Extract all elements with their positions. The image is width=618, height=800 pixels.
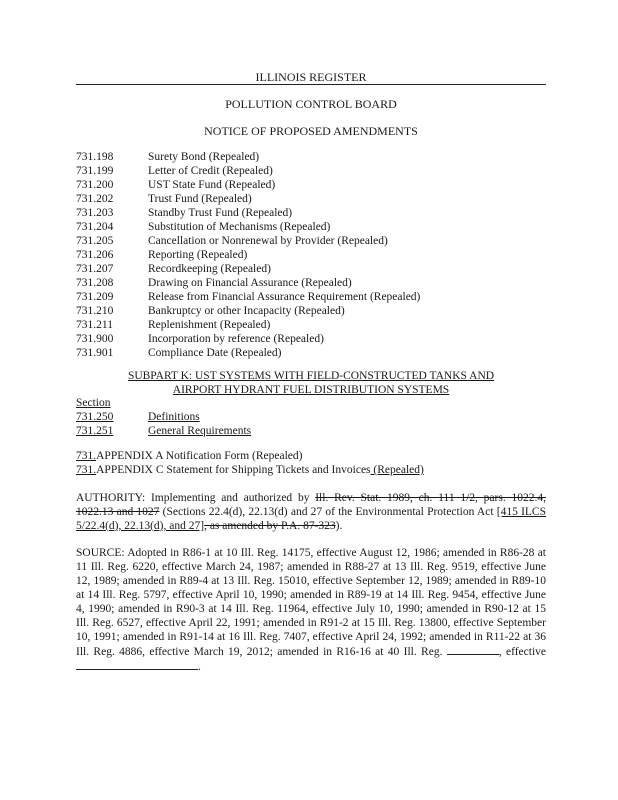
section-row [76, 410, 546, 424]
section-title: Trust Fund (Repealed) [148, 193, 252, 205]
section-number: 731.901 [76, 347, 114, 359]
section-title: Replenishment (Repealed) [148, 319, 271, 331]
section-number: 731.198 [76, 151, 114, 163]
section-row [76, 248, 546, 262]
section-title: UST State Fund (Repealed) [148, 179, 276, 191]
section-number: 731.209 [76, 291, 114, 303]
section-row [76, 220, 546, 234]
section-label: Section [76, 397, 111, 409]
section-number: 731.200 [76, 179, 114, 191]
section-number: 731.250 [76, 411, 114, 423]
section-title: Compliance Date (Repealed) [148, 347, 282, 359]
section-row [76, 332, 546, 346]
section-row [76, 318, 546, 332]
appendix-c-repealed: (Repealed) [370, 464, 424, 476]
subpart-k-heading [76, 369, 546, 397]
section-row [76, 234, 546, 248]
section-number: 731.205 [76, 235, 114, 247]
appendix-c-prefix: 731. [76, 464, 97, 476]
section-title: Recordkeeping (Repealed) [148, 263, 271, 275]
section-number: 731.199 [76, 165, 114, 177]
section-list [76, 150, 546, 360]
section-row [76, 164, 546, 178]
appendix-c-text: APPENDIX C Statement for Shipping Tickets and Invoices [96, 464, 371, 476]
source-end: . [198, 661, 201, 673]
source-text: SOURCE: Adopted in R86-1 at 10 Ill. Reg. 14175, effective August 12, 1986; amended in R86-28 at 11 Ill. Reg. 6220, effective March 24, 1987; amended in R88-27 at 13 Ill. Reg. 9519, effective June 12, 1989; amended in R89-4 at 13 Ill. Reg. 15010, effective September 12, 1989; amended in R89-10 at 14 Ill. Reg. 5797, effective April 10, 1990; amended in R89-19 at 14 Ill. Reg. 9454, effective June 4, 1990; amended in R90-3 at 14 Ill. Reg. 11964, effective July 10, 1990; amended in R90-12 at 15 Ill. Reg. 6527, effective April 22, 1991; amended in R91-2 at 15 Ill. Reg. 13800, effective September 10, 1991; amended in R91-14 at 16 Ill. Reg. 7407, effective April 24, 1992; amended in R11-22 at 36 Ill. Reg. 4886, effective March 19, 2012; amended in R16-16 at 40 Ill. Reg. [76, 547, 546, 658]
authority-deleted-amendment: , as amended by P.A. 87-323 [204, 520, 336, 532]
section-row [76, 424, 546, 438]
authority-text-1: AUTHORITY: Implementing and authorized by [76, 492, 316, 504]
section-number: 731.900 [76, 333, 114, 345]
section-title: Release from Financial Assurance Requirement (Repealed) [148, 291, 421, 303]
section-number: 731.202 [76, 193, 114, 205]
subpart-k-line2: AIRPORT HYDRANT FUEL DISTRIBUTION SYSTEMS [172, 384, 450, 396]
authority-inserted-citation: [415 ILCS 5/22.4(d), 22.13(d), and 27] [76, 506, 546, 532]
section-title: Standby Trust Fund (Repealed) [148, 207, 293, 219]
section-number: 731.204 [76, 221, 114, 233]
section-label-row [76, 396, 546, 410]
subpart-k-line1: SUBPART K: UST SYSTEMS WITH FIELD-CONSTRUCTED TANKS AND [127, 370, 495, 382]
section-row [76, 206, 546, 220]
section-row [76, 346, 546, 360]
section-title: Reporting (Repealed) [148, 249, 248, 261]
appendix-a-prefix: 731. [76, 450, 97, 462]
effective-date-blank [76, 659, 198, 670]
section-title: Bankruptcy or other Incapacity (Repealed) [148, 305, 345, 317]
section-title: Definitions [148, 411, 200, 423]
authority-text-3: ). [335, 520, 343, 532]
section-title: Surety Bond (Repealed) [148, 151, 260, 163]
appendix-a-text: APPENDIX A Notification Form (Repealed) [96, 450, 303, 462]
subpart-k-sections [76, 396, 546, 438]
register-title: ILLINOIS REGISTER [255, 70, 367, 84]
section-number: 731.208 [76, 277, 114, 289]
section-title: Cancellation or Nonrenewal by Provider (Repealed) [148, 235, 388, 247]
section-title: General Requirements [148, 425, 252, 437]
section-number: 731.251 [76, 425, 114, 437]
section-row [76, 304, 546, 318]
section-number: 731.206 [76, 249, 114, 261]
section-number: 731.207 [76, 263, 114, 275]
appendix-list [76, 449, 546, 477]
authority-paragraph [76, 491, 546, 533]
section-number: 731.210 [76, 305, 114, 317]
authority-text-2: (Sections 22.4(d), 22.13(d) and 27 of the Environmental Protection Act [159, 506, 497, 518]
notice-title: NOTICE OF PROPOSED AMENDMENTS [204, 124, 418, 138]
section-title: Drawing on Financial Assurance (Repealed) [148, 277, 352, 289]
section-row [76, 276, 546, 290]
section-title: Letter of Credit (Repealed) [148, 165, 273, 177]
section-row [76, 290, 546, 304]
source-mid: , effective [498, 646, 546, 658]
section-row [76, 178, 546, 192]
header-rule [76, 84, 546, 85]
section-title: Substitution of Mechanisms (Repealed) [148, 221, 331, 233]
section-title: Incorporation by reference (Repealed) [148, 333, 324, 345]
board-title: POLLUTION CONTROL BOARD [225, 97, 397, 111]
section-number: 731.211 [76, 319, 113, 331]
appendix-c [76, 463, 546, 477]
section-row [76, 262, 546, 276]
section-row [76, 150, 546, 164]
register-page-blank [447, 644, 499, 655]
appendix-a [76, 449, 546, 463]
authority-deleted-citation: Ill. Rev. Stat. 1989, ch. 111 1/2, pars. 1022.4, 1022.13 and 1027 [76, 492, 546, 518]
section-row [76, 192, 546, 206]
source-paragraph [76, 546, 546, 674]
section-number: 731.203 [76, 207, 114, 219]
